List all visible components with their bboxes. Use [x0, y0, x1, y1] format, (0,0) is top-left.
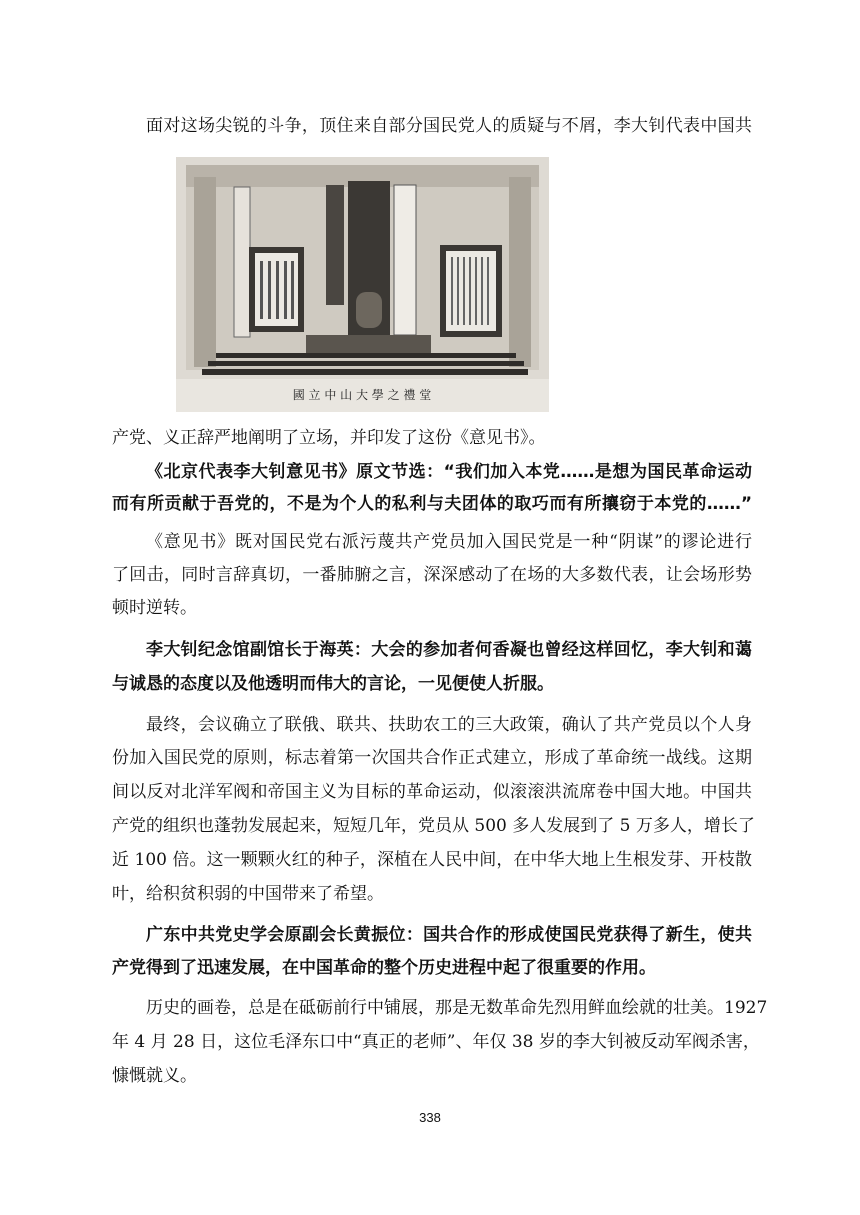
auditorium-photo: [176, 157, 549, 412]
paragraph-line: 《意见书》既对国民党右派污蔑共产党员加入国民党是一种“阴谋”的谬论进行: [146, 532, 752, 552]
paragraph-line: 历史的画卷，总是在砥砺前行中铺展，那是无数革命先烈用鲜血绘就的壮美。1927: [146, 998, 768, 1018]
quote-line: 李大钊纪念馆副馆长于海英：大会的参加者何香凝也曾经这样回忆，李大钊和蔼: [146, 640, 752, 660]
quote-line: 而有所贡献于吾党的，不是为个人的私利与夫团体的取巧而有所攘窃于本党的……”: [112, 494, 752, 514]
paragraph-line: 叶，给积贫积弱的中国带来了希望。: [112, 884, 384, 904]
paragraph-line: 面对这场尖锐的斗争，顶住来自部分国民党人的质疑与不屑，李大钊代表中国共: [146, 116, 752, 136]
photo-caption: 國 立 中 山 大 學 之 禮 堂: [292, 388, 432, 402]
quote-line: 产党得到了迅速发展，在中国革命的整个历史进程中起了很重要的作用。: [112, 958, 656, 978]
paragraph-line: 年 4 月 28 日，这位毛泽东口中“真正的老师”、年仅 38 岁的李大钊被反动军阀杀害，: [112, 1032, 760, 1052]
paragraph-line: 产党的组织也蓬勃发展起来，短短几年，党员从 500 多人发展到了 5 万多人，增长了: [112, 816, 755, 836]
paragraph-line: 顿时逆转。: [112, 598, 197, 618]
paragraph-line: 近 100 倍。这一颗颗火红的种子，深植在人民中间，在中华大地上生根发芽、开枝散: [112, 850, 752, 870]
quote-line: 《北京代表李大钊意见书》原文节选：“我们加入本党……是想为国民革命运动: [146, 462, 752, 482]
paragraph-line: 最终，会议确立了联俄、联共、扶助农工的三大政策，确认了共产党员以个人身: [146, 715, 752, 735]
quote-line: 与诚恳的态度以及他透明而伟大的言论，一见便使人折服。: [112, 674, 554, 694]
paragraph-line: 份加入国民党的原则，标志着第一次国共合作正式建立，形成了革命统一战线。这期: [112, 748, 752, 768]
paragraph-line: 了回击，同时言辞真切，一番肺腑之言，深深感动了在场的大多数代表，让会场形势: [112, 565, 752, 585]
paragraph-line: 间以反对北洋军阀和帝国主义为目标的革命运动，似滚滚洪流席卷中国大地。中国共: [112, 782, 752, 802]
auditorium-photo-drawing: [176, 157, 549, 412]
quote-line: 广东中共党史学会原副会长黄振位：国共合作的形成使国民党获得了新生，使共: [146, 925, 752, 945]
paragraph-line: 产党、义正辞严地阐明了立场，并印发了这份《意见书》。: [112, 428, 546, 448]
paragraph-line: 慷慨就义。: [112, 1066, 197, 1086]
page-number: 338: [419, 1110, 441, 1125]
